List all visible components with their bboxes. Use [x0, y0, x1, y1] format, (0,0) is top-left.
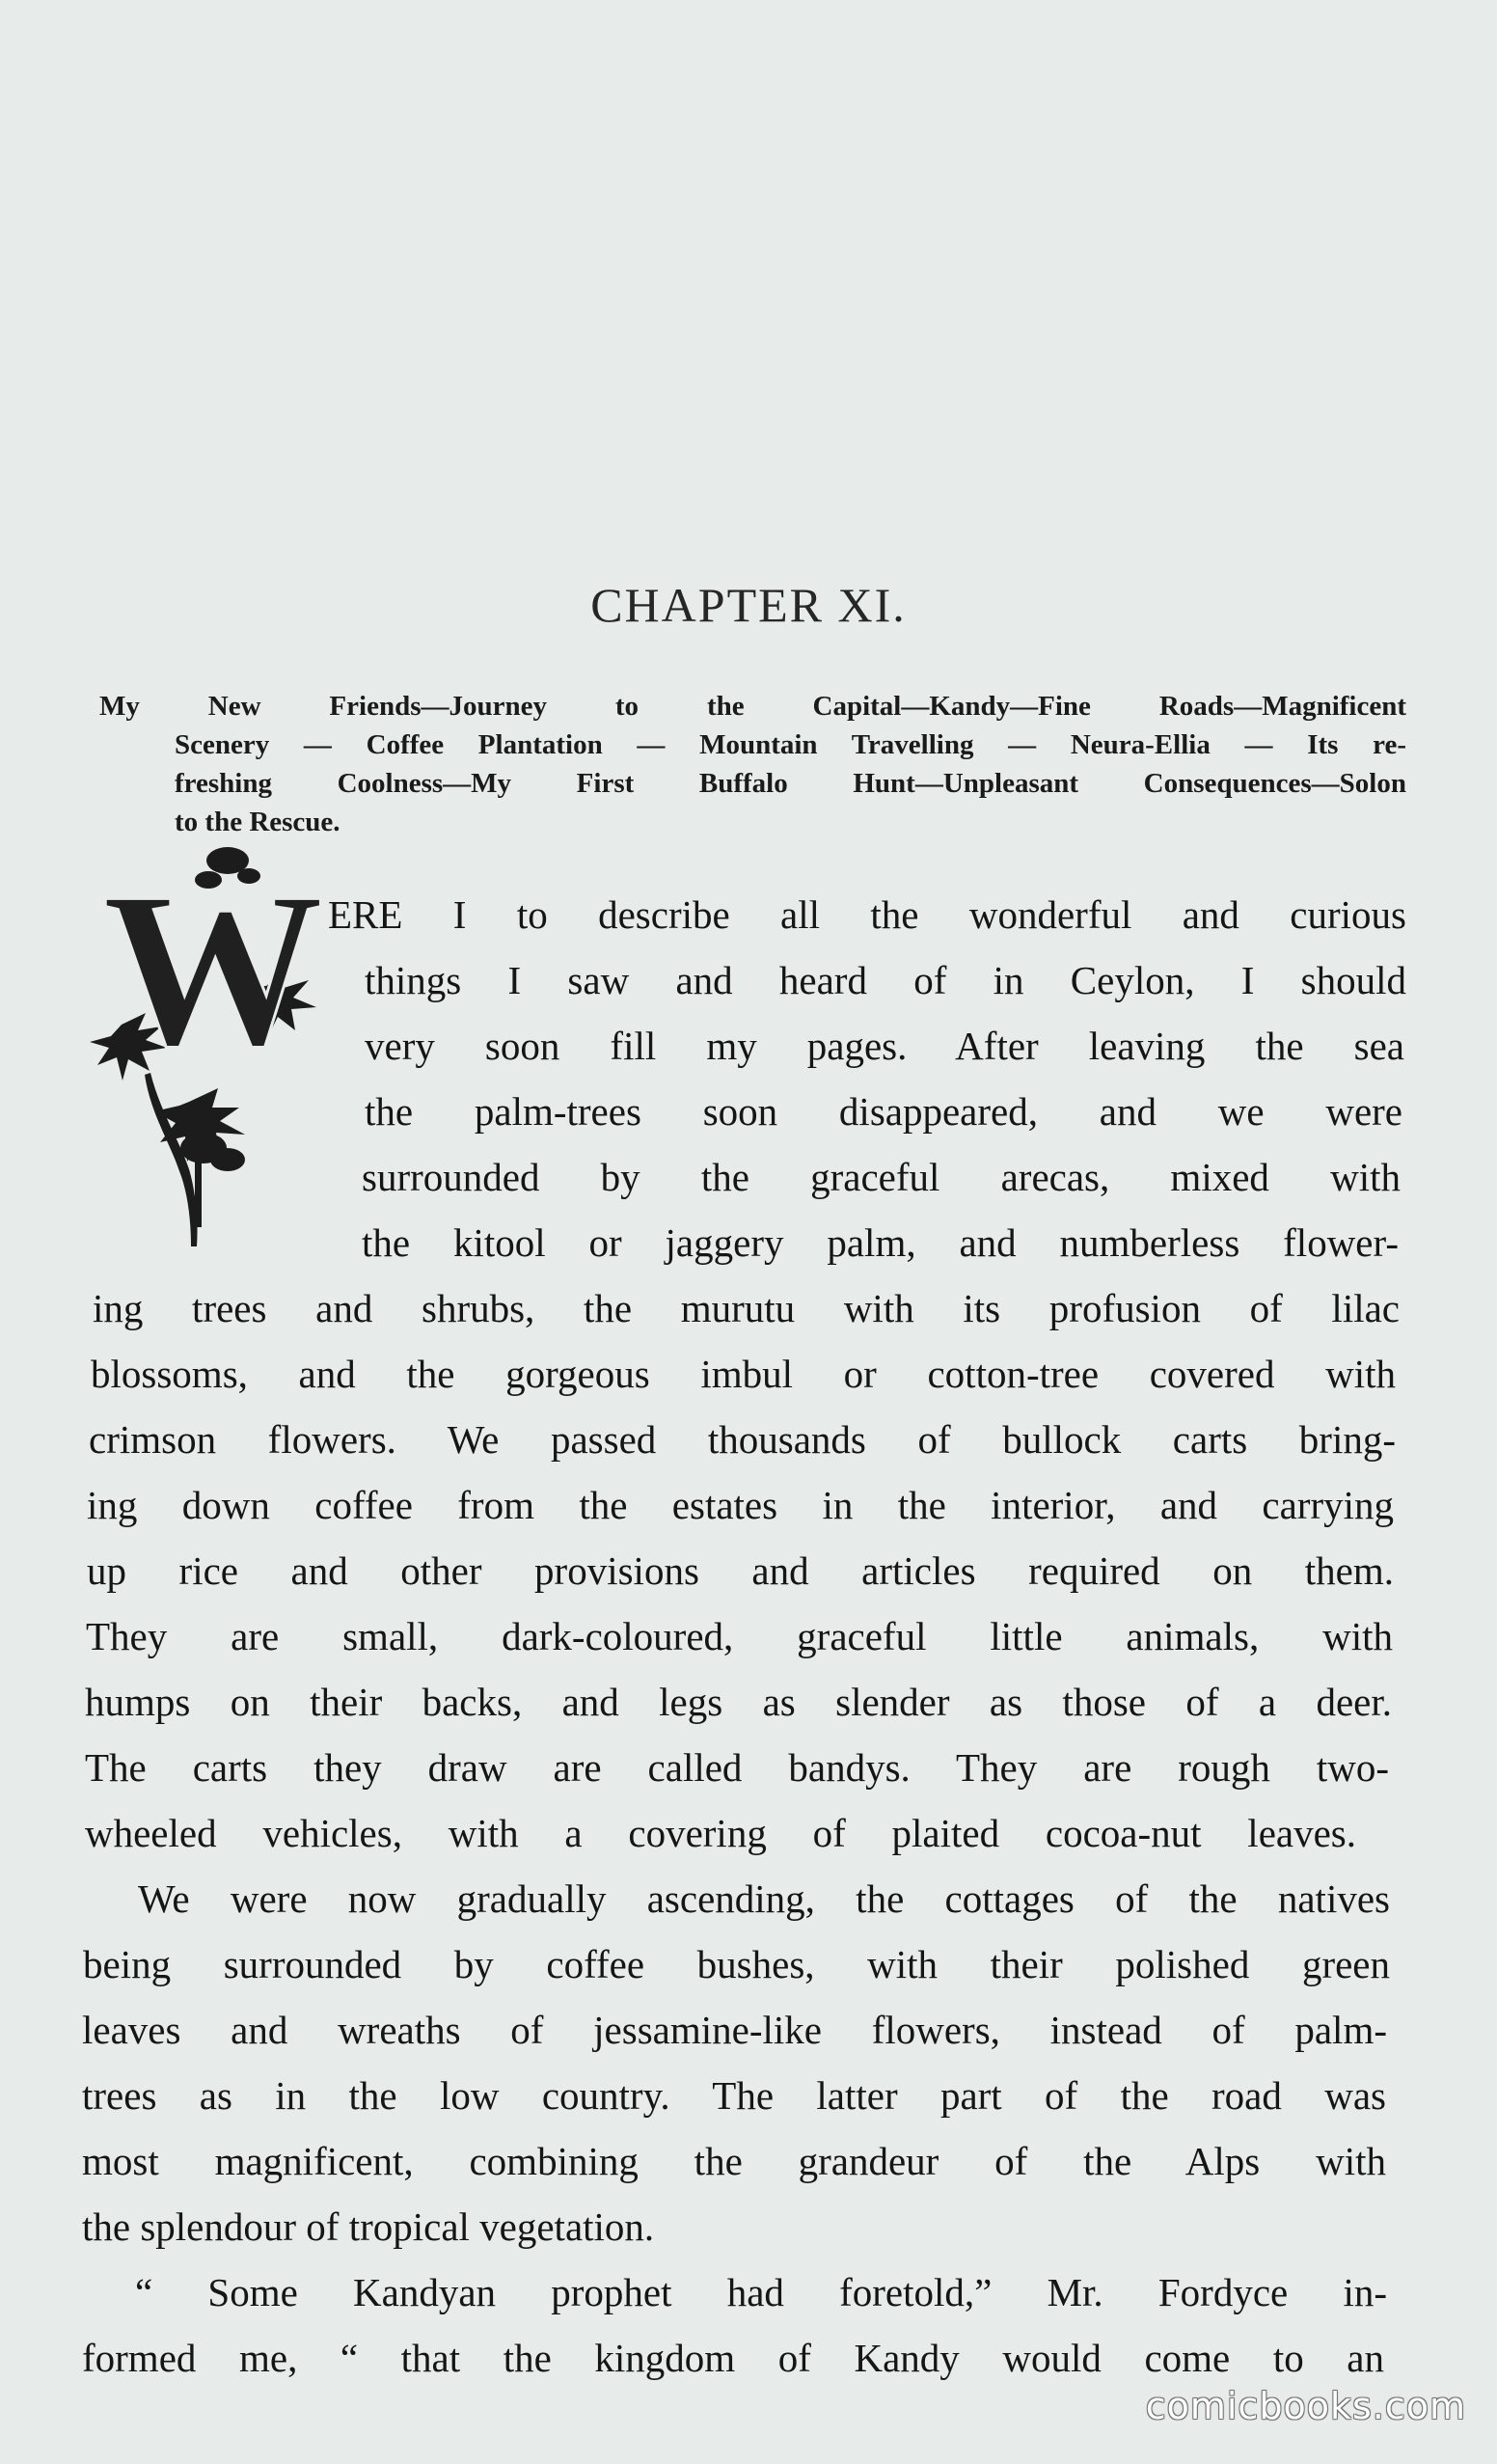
- text-line: the kitool or jaggery palm, and numberless flower-: [362, 1220, 1399, 1265]
- text-line: up rice and other provisions and articles required on them.: [87, 1548, 1394, 1593]
- text-line: things I saw and heard of in Ceylon, I should: [365, 958, 1406, 1002]
- text-line: crimson flowers. We passed thousands of bullock carts bring-: [89, 1417, 1396, 1462]
- text-line: formed me, “ that the kingdom of Kandy would come to an: [82, 2336, 1384, 2380]
- summary-line: My New Friends—Journey to the Capital—Kandy—Fine Roads—Magnificent: [99, 691, 1406, 722]
- text-line: surrounded by the graceful arecas, mixed with: [362, 1155, 1401, 1199]
- text-line: ERE I to describe all the wonderful and curious: [328, 892, 1406, 937]
- text-line: blossoms, and the gorgeous imbul or cotton-tree covered with: [91, 1352, 1396, 1396]
- text-line: leaves and wreaths of jessamine-like flowers, instead of palm-: [82, 2008, 1387, 2052]
- text-line: wheeled vehicles, with a covering of plaited cocoa-nut leaves.: [85, 1811, 1356, 1855]
- text-line: very soon fill my pages. After leaving the sea: [365, 1024, 1404, 1068]
- text-line: the splendour of tropical vegetation.: [82, 2204, 655, 2249]
- watermark: comicbooks.com: [1145, 2385, 1466, 2427]
- text-line: They are small, dark-coloured, graceful little animals, with: [86, 1614, 1393, 1658]
- drop-cap-letter: W: [102, 846, 324, 1092]
- text-line: ing down coffee from the estates in the interior, and carrying: [87, 1483, 1394, 1527]
- summary-line: Scenery — Coffee Plantation — Mountain Travelling — Neura-Ellia — Its re-: [175, 729, 1406, 760]
- text-line: “ Some Kandyan prophet had foretold,” Mr. Fordyce in-: [135, 2270, 1387, 2314]
- text-line: ing trees and shrubs, the murutu with its profusion of lilac: [93, 1286, 1400, 1330]
- chapter-summary: [99, 687, 1406, 841]
- drop-cap-illustration: [83, 841, 343, 1266]
- text-line: being surrounded by coffee bushes, with their polished green: [83, 1942, 1390, 1986]
- text-line: We were now gradually ascending, the cottages of the natives: [138, 1876, 1390, 1921]
- text-line: most magnificent, combining the grandeur of the Alps with: [82, 2139, 1386, 2183]
- text-line: the palm-trees soon disappeared, and we were: [365, 1089, 1402, 1134]
- summary-line: to the Rescue.: [175, 807, 340, 837]
- summary-line: freshing Coolness—My First Buffalo Hunt—Unpleasant Consequences—Solon: [175, 768, 1406, 799]
- text-line: humps on their backs, and legs as slender as those of a deer.: [85, 1680, 1392, 1724]
- text-line: The carts they draw are called bandys. They are rough two-: [85, 1745, 1389, 1790]
- chapter-title: CHAPTER XI.: [590, 578, 907, 632]
- text-line: trees as in the low country. The latter part of the road was: [82, 2073, 1386, 2118]
